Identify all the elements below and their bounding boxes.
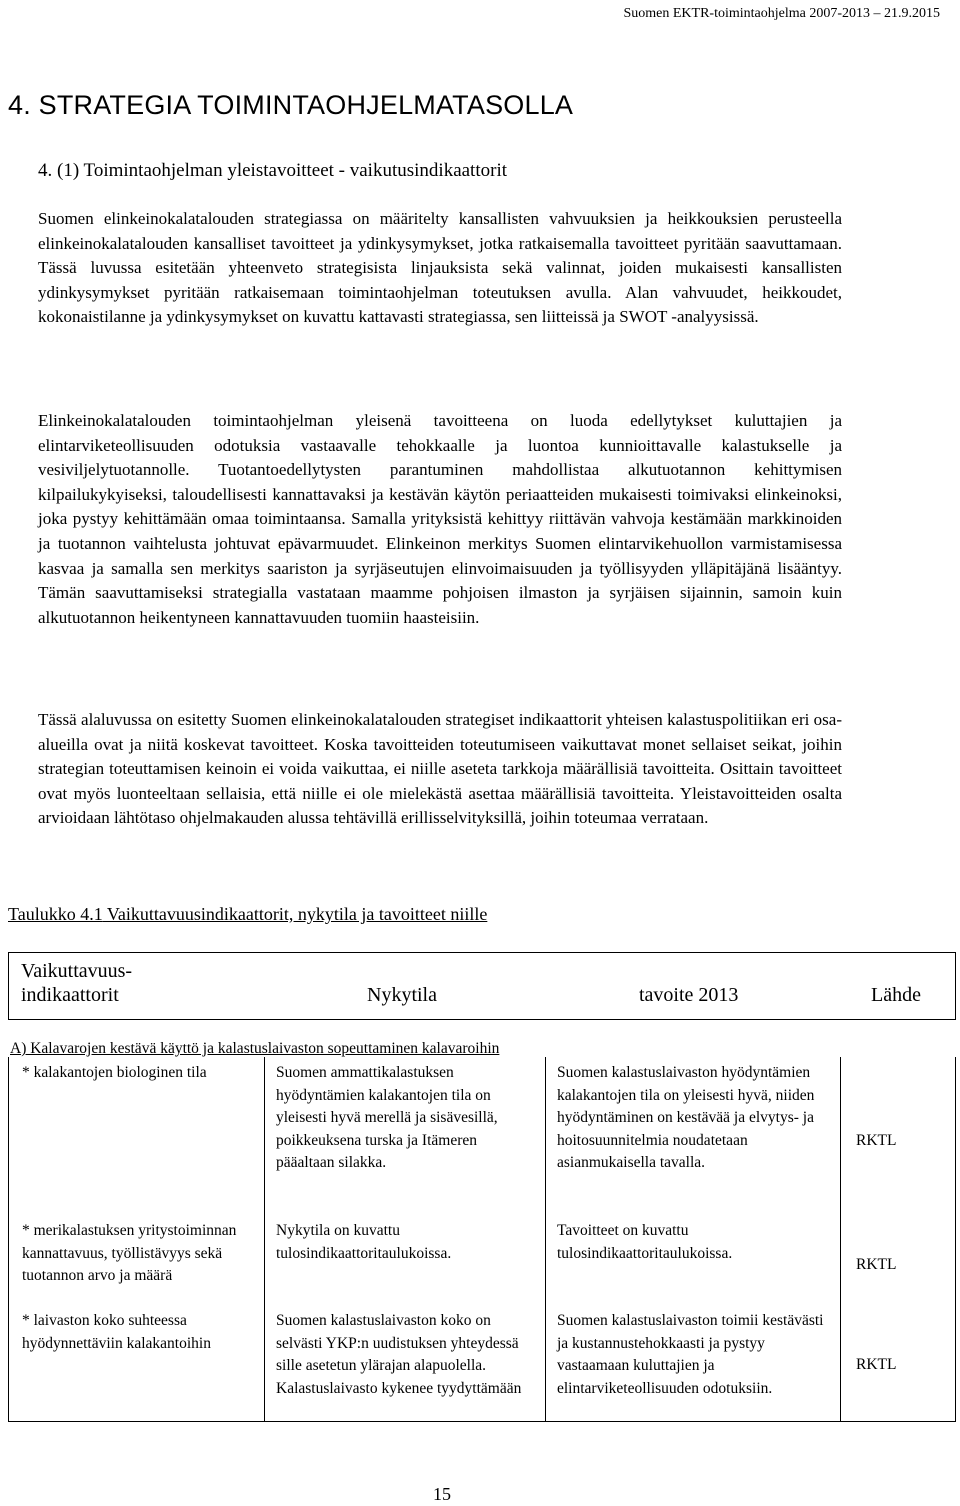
row1-target: Suomen kalastuslaivaston hyödyntämien kalakantojen tila on yleisesti hyvä, niiden hyödyntäminen on kestävää ja elvytys- ja hoitosuunnitelmia noudatetaan asianmukaisella tavalla.: [557, 1064, 815, 1171]
running-header: Suomen EKTR-toimintaohjelma 2007-2013 – 21.9.2015: [623, 6, 940, 21]
chapter-heading: 4. STRATEGIA TOIMINTAOHJELMATASOLLA: [8, 90, 574, 120]
row2-target: Tavoitteet on kuvattu tulosindikaattoritaulukoissa.: [557, 1222, 733, 1262]
row3-target: Suomen kalastuslaivaston toimii kestävästi ja kustannustehokkaasti ja pystyy vastaamaan kuluttajien ja elintarviketeollisuuden odotuksiin.: [557, 1312, 824, 1397]
table-caption-prefix: Taulukko 4.1: [8, 904, 103, 924]
paragraph-3: Tässä alaluvussa on esitetty Suomen elinkeinokalatalouden strategiset indikaattorit yhteisen kalastuspolitiikan eri osa-alueilla ovat ja niitä koskevat tavoitteet. Koska tavoitteiden toteutumiseen vaikuttavat monet sellaiset seikat, joihin strategian toteuttamisen keinoin ei voida vaikuttaa, ei niille aseteta tarkkoja määrällisiä tavoitteita. Osittain tavoitteet ovat myös luonteeltaan sellaisia, että niille ei ole mielekästä asettaa määrällisiä tavoitteita. Yleistavoitteiden osalta arvioidaan lähtötaso ohjelmakauden alussa tehtävillä erillisselvityksillä, joihin toteumaa verrataan.: [38, 710, 842, 828]
page-number: 15: [433, 1484, 451, 1504]
paragraph-1: Suomen elinkeinokalatalouden strategiassa on määritelty kansallisten vahvuuksien ja heikkouksien perusteella elinkeinokalatalouden kansalliset tavoitteet ja ydinkysymykset, jotka ratkaisemalla tavoitteet pyritään saavuttamaan. Tässä luvussa esitetään yhteenveto strategisista linjauksista sekä valinnat, joiden mukaisesti kansallisten ydinkysymykset pyritään ratkaisemaan toimintaohjelman toteutuksen avulla. Alan vahvuudet, heikkoudet, kokonaistilanne ja ydinkysymykset on kuvattu kattavasti strategiassa, sen liitteissä ja SWOT -analyysissä.: [38, 209, 842, 327]
header-target: tavoite 2013: [639, 984, 739, 1006]
table-header-row: [8, 952, 956, 1020]
table-section-title: A) Kalavarojen kestävä käyttö ja kalastuslaivaston sopeuttaminen kalavaroihin: [10, 1040, 500, 1057]
row1-indicator: * kalakantojen biologinen tila: [22, 1064, 207, 1081]
row1-current: Suomen ammattikalastuksen hyödyntämien kalakantojen tila on yleisesti hyvä merellä ja sisävesillä, poikkeuksena turska ja Itämeren pääaltaan silakka.: [276, 1064, 498, 1171]
row3-indicator: * laivaston koko suhteessa hyödynnettäviin kalakantoihin: [22, 1312, 211, 1352]
header-indicators-line1: Vaikuttavuus-: [21, 960, 133, 982]
section-heading: 4. (1) Toimintaohjelman yleistavoitteet - vaikutusindikaattorit: [38, 160, 507, 181]
row2-source: RKTL: [856, 1256, 897, 1273]
row3-current: Suomen kalastuslaivaston koko on selvästi YKP:n uudistuksen yhteydessä sille asetetun ylärajan alapuolella. Kalastuslaivasto kykenee tyydyttämään: [276, 1312, 522, 1397]
column-divider: [264, 1057, 265, 1422]
row1-source: RKTL: [856, 1132, 897, 1149]
header-current: Nykytila: [367, 984, 437, 1006]
header-source: Lähde: [871, 984, 921, 1006]
column-divider: [840, 1057, 841, 1422]
column-divider: [545, 1057, 546, 1422]
table-caption-text: Vaikuttavuusindikaattorit, nykytila ja tavoitteet niille: [102, 904, 488, 924]
paragraph-2: Elinkeinokalatalouden toimintaohjelman yleisenä tavoitteena on luoda edellytykset kuluttajien ja elintarviketeollisuuden odotuksia vastaavalle tehokkaalle ja luontoa kunnioittavalle kalastukselle ja vesiviljelytuotannolle. Tuotantoedellytysten parantuminen mahdollistaa alkutuotannon kehittymisen kilpailukykyiseksi, taloudellisesti kannattavaksi ja kestävän käytön periaatteiden mukaisesti toimivaksi elinkeinoksi, joka pystyy kehittämään omaa toimintaansa. Samalla yrityksistä kehittyy riittävän vahvoja kestämään markkinoiden ja tuotannon vaihtelusta johtuvat epävarmuudet. Elinkeinon merkitys Suomen elintarvikehuollon varmistamisessa kasvaa ja samalla sen merkitys saariston ja syrjäseutujen elinvoimaisuuden ja työllisyyden ylläpitäjänä lisääntyy. Tämän saavuttamiseksi strategialla vastataan maamme pohjoisen ilmaston ja syrjäisen sijainnin, samoin kuin alkutuotannon heikentyneen kannattavuuden tuomiin haasteisiin.: [38, 411, 842, 627]
table-caption: [8, 904, 487, 925]
row3-source: RKTL: [856, 1356, 897, 1373]
row2-indicator: * merikalastuksen yritystoiminnan kannattavuus, työllistävyys sekä tuotannon arvo ja määrä: [22, 1222, 237, 1284]
header-indicators-line2: indikaattorit: [21, 984, 119, 1006]
header-indicators: [21, 959, 132, 1007]
row2-current: Nykytila on kuvattu tulosindikaattoritaulukoissa.: [276, 1222, 452, 1262]
